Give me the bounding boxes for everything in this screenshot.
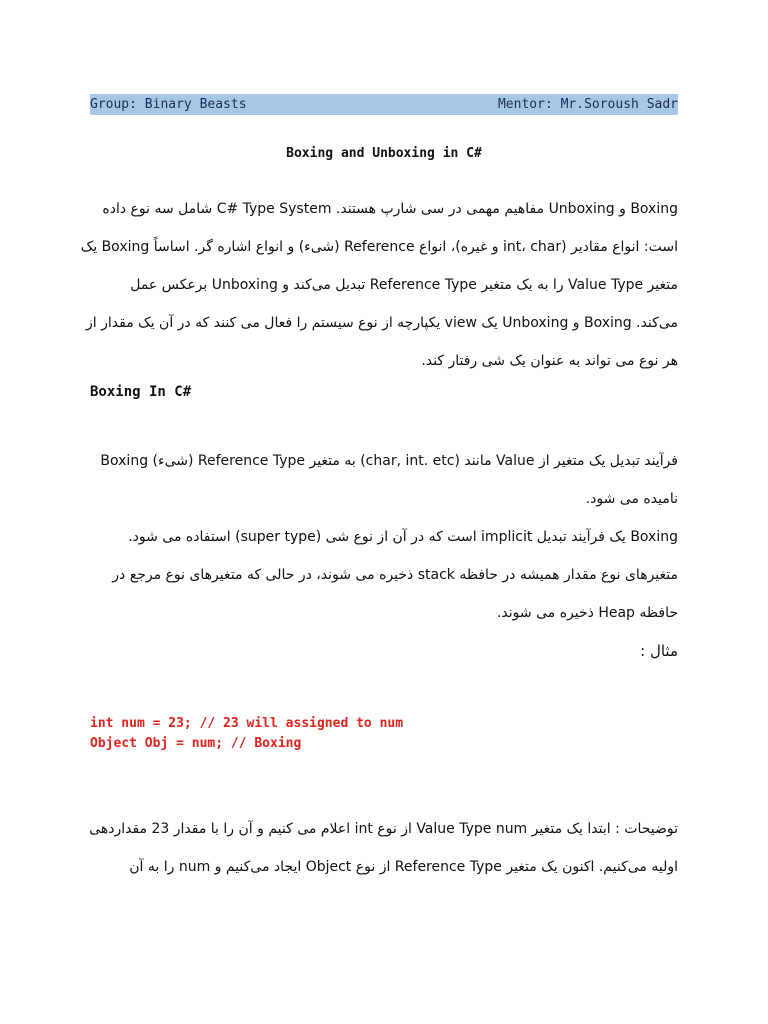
document-title: Boxing and Unboxing in C#: [286, 146, 482, 161]
explanation-line: توضیحات : ابتدا یک متغیر Value Type num از نوع int اعلام می کنیم و آن را با مقدار 23 مقداردهی: [89, 821, 678, 837]
boxing-line: نامیده می شود.: [585, 491, 678, 507]
intro-line: می‌کند. Boxing و Unboxing یک view یکپارچه از نوع سیستم را فعال می کنند که در آن یک مقدار از: [86, 315, 678, 331]
mentor-label: Mentor: Mr.Soroush Sadr: [497, 97, 678, 112]
code-block: [90, 714, 403, 754]
boxing-line: فرآیند تبدیل یک متغیر از Value مانند (char, int. etc) به متغیر Reference Type (شیء) Boxing: [100, 453, 678, 469]
boxing-line: متغیرهای نوع مقدار همیشه در حافظه stack ذخیره می شوند، در حالی که متغیرهای نوع مرجع در: [112, 567, 678, 583]
group-label: Group: Binary Beasts: [90, 97, 247, 112]
intro-line: Boxing و Unboxing مفاهیم مهمی در سی شارپ هستند. C# Type System شامل سه نوع داده: [102, 201, 678, 217]
boxing-line: حافظه Heap ذخیره می شوند.: [496, 605, 678, 621]
intro-line: هر نوع می تواند به عنوان یک شی رفتار کند.: [421, 353, 678, 369]
intro-line: است: انواع مقادیر (int، char و غیره)، انواع Reference (شیء) و انواع اشاره گر. اساساً Boxing یک: [80, 239, 678, 255]
boxing-line: Boxing یک فرآیند تبدیل implicit است که در آن از نوع شی (super type) استفاده می شود.: [128, 529, 678, 545]
explanation-line: اولیه می‌کنیم. اکنون یک متغیر Reference Type از نوع Object ایجاد می‌کنیم و num را به آن: [129, 859, 678, 875]
intro-paragraph: [80, 190, 678, 380]
intro-line: متغیر Value Type را به یک متغیر Reference Type تبدیل می‌کند و Unboxing برعکس عمل: [130, 277, 678, 293]
code-line: Object Obj = num; // Boxing: [90, 736, 302, 751]
code-line: int num = 23; // 23 will assigned to num: [90, 716, 404, 731]
boxing-paragraph: [90, 442, 678, 632]
header-band: [90, 94, 678, 115]
section-heading: Boxing In C#: [90, 384, 192, 400]
example-label: مثال :: [640, 642, 678, 660]
explanation-paragraph: [90, 810, 678, 886]
